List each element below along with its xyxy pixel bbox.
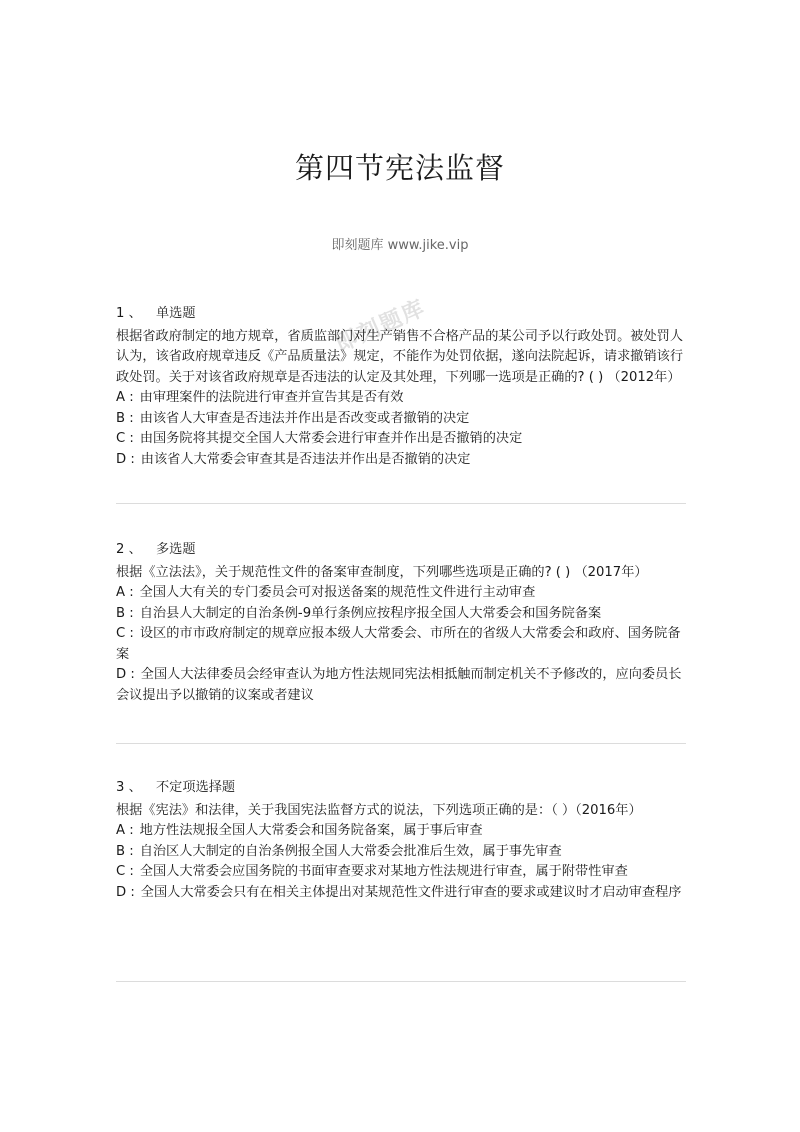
- option-letter: B :: [116, 410, 134, 426]
- option-letter: D :: [116, 884, 135, 900]
- option-text: 由该省人大常委会审查其是否违法并作出是否撤销的决定: [140, 451, 471, 467]
- option-text: 地方性法规报全国人大常委会和国务院备案，属于事后审查: [139, 823, 483, 838]
- option-letter: A :: [116, 390, 134, 405]
- question-header: [116, 304, 686, 325]
- question-number: 3 、: [116, 780, 142, 795]
- option-text: 设区的市市政府制定的规章应报本级人大常委会、市所在的省级人大常委会和政府、国务院备案: [116, 626, 681, 662]
- option-b: [116, 842, 686, 863]
- option-text: 全国人大常委会只有在相关主体提出对某规范性文件进行审查的要求或建议时才启动审查程序: [140, 884, 682, 900]
- option-d: [116, 665, 686, 706]
- source-subtitle: 即刻题库 www.jike.vip: [331, 238, 469, 253]
- option-text: 由审理案件的法院进行审查并宣告其是否有效: [139, 390, 404, 405]
- question-type: 多选题: [155, 542, 196, 557]
- question-header: [116, 540, 686, 561]
- option-text: 自治区人大制定的自治条例报全国人大常委会批准后生效，属于事先审查: [139, 843, 562, 859]
- option-c: [116, 624, 686, 665]
- option-letter: C :: [116, 864, 134, 879]
- option-text: 全国人大有关的专门委员会可对报送备案的规范性文件进行主动审查: [139, 585, 536, 600]
- option-b: [116, 409, 686, 430]
- option-letter: D :: [116, 667, 135, 682]
- question-1: [116, 304, 686, 470]
- question-2: [116, 540, 686, 706]
- question-number: 1 、: [116, 306, 142, 321]
- option-letter: C :: [116, 626, 134, 641]
- question-number: 2 、: [116, 542, 142, 557]
- question-stem: 根据省政府制定的地方规章，省质监部门对生产销售不合格产品的某公司予以行政处罚。被处罚人认为，该省政府规章违反《产品质量法》规定，不能作为处罚依据，遂向法院起诉，请求撤销该行政处罚。关于对该省政府规章是否违法的认定及其处理，下列哪一选项是正确的? ( ) （2012年）: [116, 328, 684, 385]
- question-header: [116, 778, 686, 799]
- option-d: [116, 450, 686, 471]
- option-text: 全国人大常委会应国务院的书面审查要求对某地方性法规进行审查，属于附带性审查: [139, 864, 628, 879]
- option-text: 由该省人大审查是否违法并作出是否改变或者撤销的决定: [139, 410, 470, 426]
- option-c: [116, 862, 686, 883]
- option-text: 全国人大法律委员会经审查认为地方性法规同宪法相抵触而制定机关不予修改的，应向委员长会议提出予以撤销的议案或者建议: [116, 667, 682, 703]
- option-text: 自治县人大制定的自治条例-9单行条例应按程序报全国人大常委会和国务院备案: [139, 605, 602, 621]
- option-d: [116, 883, 686, 904]
- question-stem: 根据《立法法》，关于规范性文件的备案审查制度，下列哪些选项是正确的? ( ) （2017年）: [116, 564, 648, 580]
- page-title: 第四节宪法监督: [294, 151, 505, 185]
- question-divider: [116, 981, 686, 982]
- question-type: 不定项选择题: [155, 780, 236, 795]
- option-a: [116, 821, 686, 842]
- option-text: 由国务院将其提交全国人大常委会进行审查并作出是否撤销的决定: [139, 431, 523, 446]
- option-letter: B :: [116, 843, 134, 859]
- option-a: [116, 583, 686, 604]
- option-c: [116, 429, 686, 450]
- option-letter: A :: [116, 585, 134, 600]
- question-3: [116, 778, 686, 903]
- watermark-text: 即刻题库: [332, 295, 430, 358]
- option-b: [116, 604, 686, 625]
- option-a: [116, 388, 686, 409]
- question-stem: 根据《宪法》和法律，关于我国宪法监督方式的说法，下列选项正确的是：（ ）（2016年）: [116, 802, 642, 818]
- question-divider: [116, 743, 686, 744]
- question-type: 单选题: [155, 306, 196, 321]
- option-letter: B :: [116, 605, 134, 621]
- option-letter: C :: [116, 431, 134, 446]
- option-letter: A :: [116, 823, 134, 838]
- question-divider: [116, 503, 686, 504]
- option-letter: D :: [116, 451, 135, 467]
